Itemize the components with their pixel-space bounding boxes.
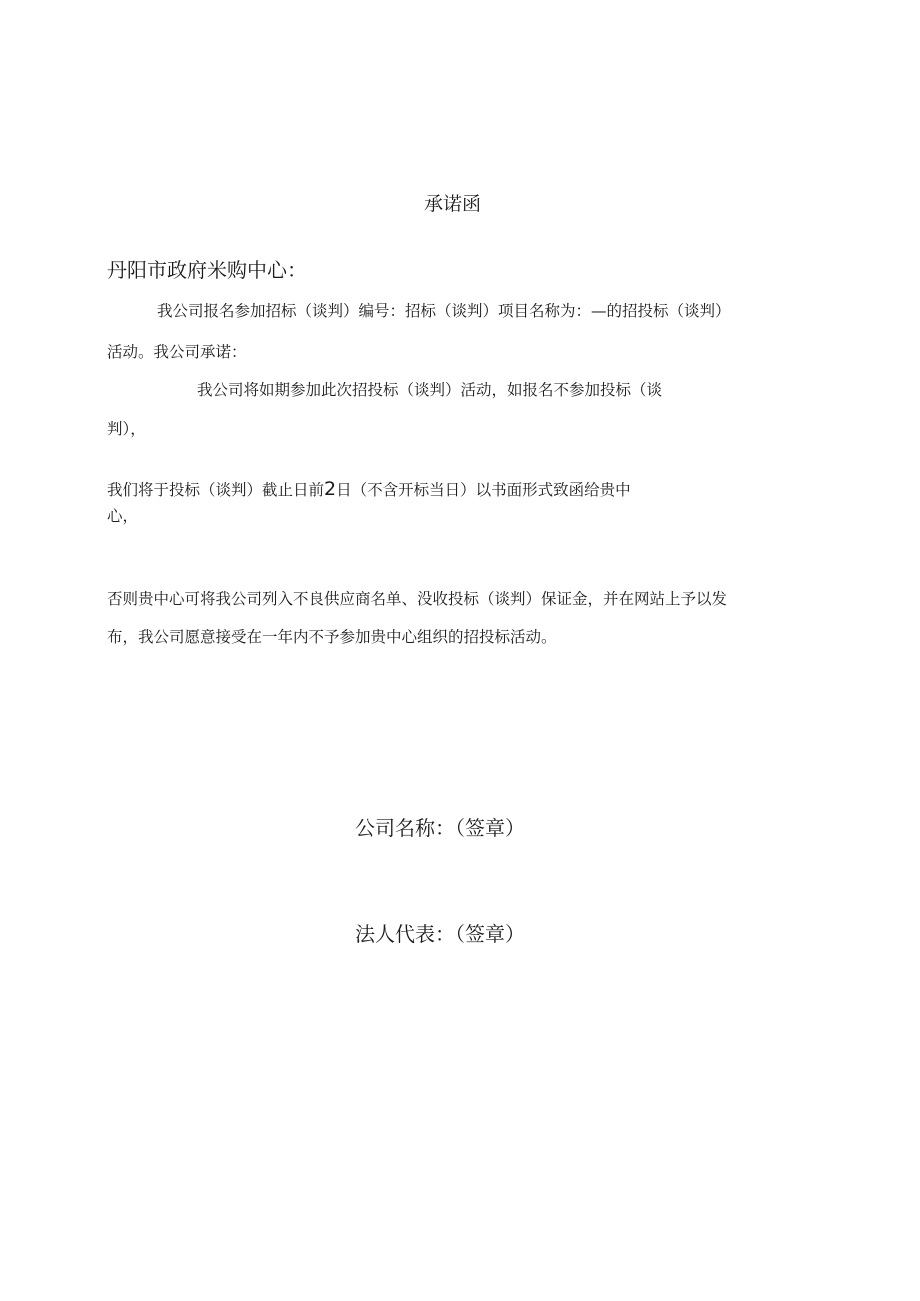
paragraph3-text-after: 日（不含开标当日）以书面形式致函给贵中 [336,481,631,499]
paragraph3-text-before: 我们将于投标（谈判）截止日前 [107,481,325,499]
recipient-line: 丹阳市政府米购中心： [107,258,307,282]
paragraph3-days-number: 2 [324,478,337,500]
paragraph3-line1 [107,478,631,501]
paragraph2-line1: 我公司将如期参加此次招投标（谈判）活动，如报名不参加投标（谈 [197,381,663,399]
paragraph1-line2: 活动。我公司承诺： [107,343,247,361]
paragraph2-line2: 判）， [107,420,146,438]
paragraph4-line1: 否则贵中心可将我公司列入不良供应商名单、没收投标（谈判）保证金，并在网站上予以发 [107,590,728,608]
paragraph3-line2: 心， [107,507,139,525]
document-title: 承诺函 [423,193,481,215]
signature-company-name: 公司名称：（签章） [355,816,525,840]
paragraph4-line2: 布，我公司愿意接受在一年内不予参加贵中心组织的招投标活动。 [107,628,557,646]
paragraph1-line1: 我公司报名参加招标（谈判）编号：招标（谈判）项目名称为：—的招投标（谈判） [157,302,731,320]
signature-legal-representative: 法人代表：（签章） [355,922,525,946]
